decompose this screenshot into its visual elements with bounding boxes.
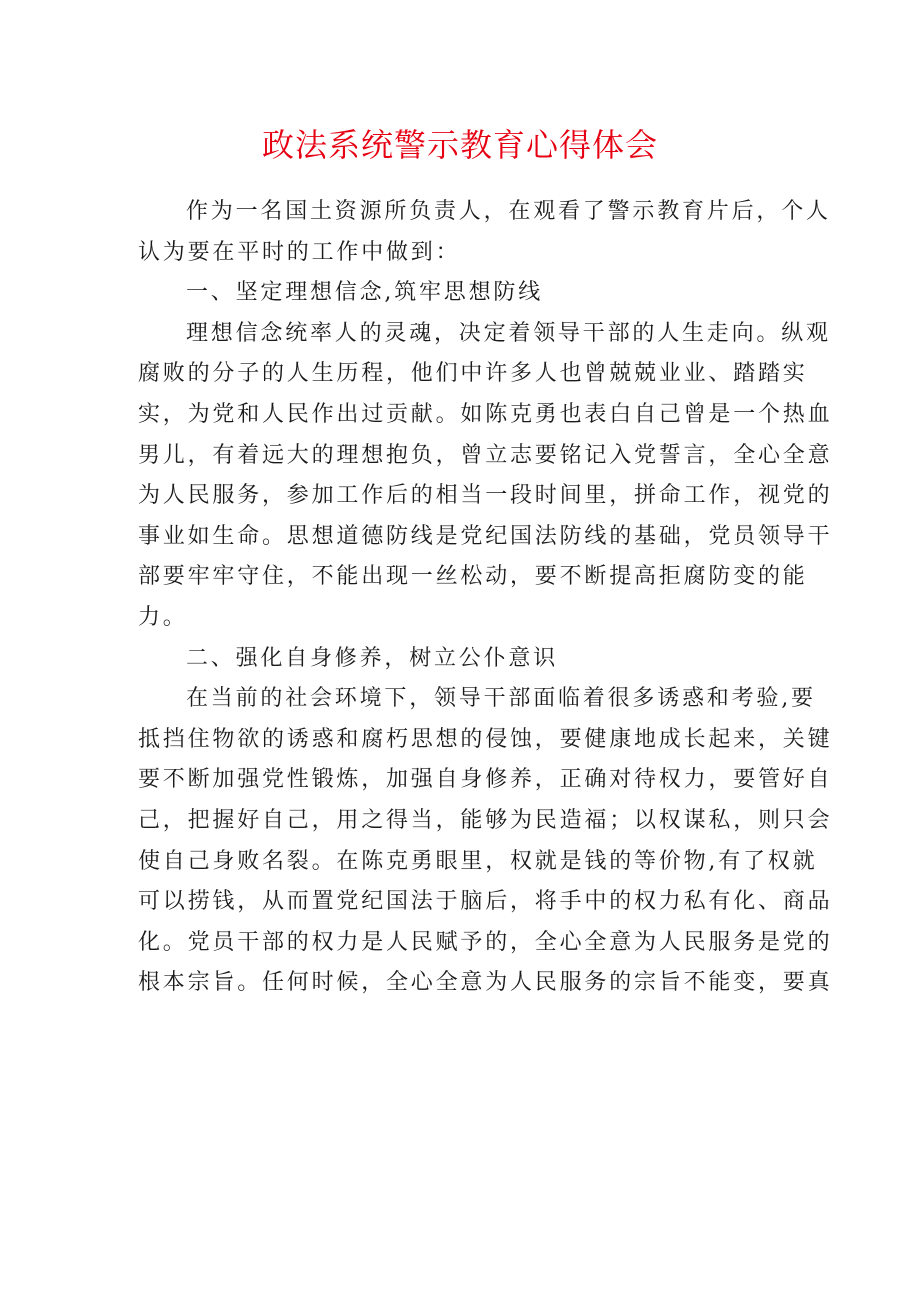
- text-line: 根本宗旨。任何时候，全心全意为人民服务的宗旨不能变，要真: [138, 970, 833, 996]
- text-line: 要不断加强党性锻炼，加强自身修养，正确对待权力，要管好自: [138, 767, 833, 793]
- text-line: 力。: [138, 604, 188, 630]
- text-line: 二、强化自身修养，树立公仆意识: [186, 645, 559, 671]
- text-line: 抵挡住物欲的诱惑和腐朽思想的侵蚀，要健康地成长起来，关键: [138, 726, 833, 752]
- document-body: [138, 192, 833, 1004]
- text-line: 为人民服务，参加工作后的相当一段时间里，拼命工作，视党的: [138, 483, 833, 509]
- document-title: 政法系统警示教育心得体会: [261, 126, 658, 164]
- text-line: 使自己身败名裂。在陈克勇眼里，权就是钱的等价物,有了权就: [138, 848, 818, 874]
- text-line: 男儿，有着远大的理想抱负，曾立志要铭记入党誓言，全心全意: [138, 442, 833, 468]
- text-line: 实，为党和人民作出过贡献。如陈克勇也表白自己曾是一个热血: [138, 401, 833, 427]
- text-line: 腐败的分子的人生历程，他们中许多人也曾兢兢业业、踏踏实: [138, 361, 808, 387]
- text-line: 一、坚定理想信念,筑牢思想防线: [186, 280, 543, 306]
- text-line: 认为要在平时的工作中做到：: [138, 239, 461, 265]
- text-line: 己，把握好自己，用之得当，能够为民造福；以权谋私，则只会: [138, 807, 833, 833]
- text-line: 在当前的社会环境下，领导干部面临着很多诱惑和考验,要: [186, 686, 816, 712]
- text-line: 可以捞钱，从而置党纪国法于脑后，将手中的权力私有化、商品: [138, 889, 833, 915]
- text-line: 事业如生命。思想道德防线是党纪国法防线的基础，党员领导干: [138, 523, 833, 549]
- text-line: 部要牢牢守住，不能出现一丝松动，要不断提高拒腐防变的能: [138, 564, 808, 590]
- text-line: 理想信念统率人的灵魂，决定着领导干部的人生走向。纵观: [186, 320, 831, 346]
- text-line: 作为一名国土资源所负责人，在观看了警示教育片后，个人: [186, 199, 831, 224]
- text-line: 化。党员干部的权力是人民赋予的，全心全意为人民服务是党的: [138, 929, 833, 955]
